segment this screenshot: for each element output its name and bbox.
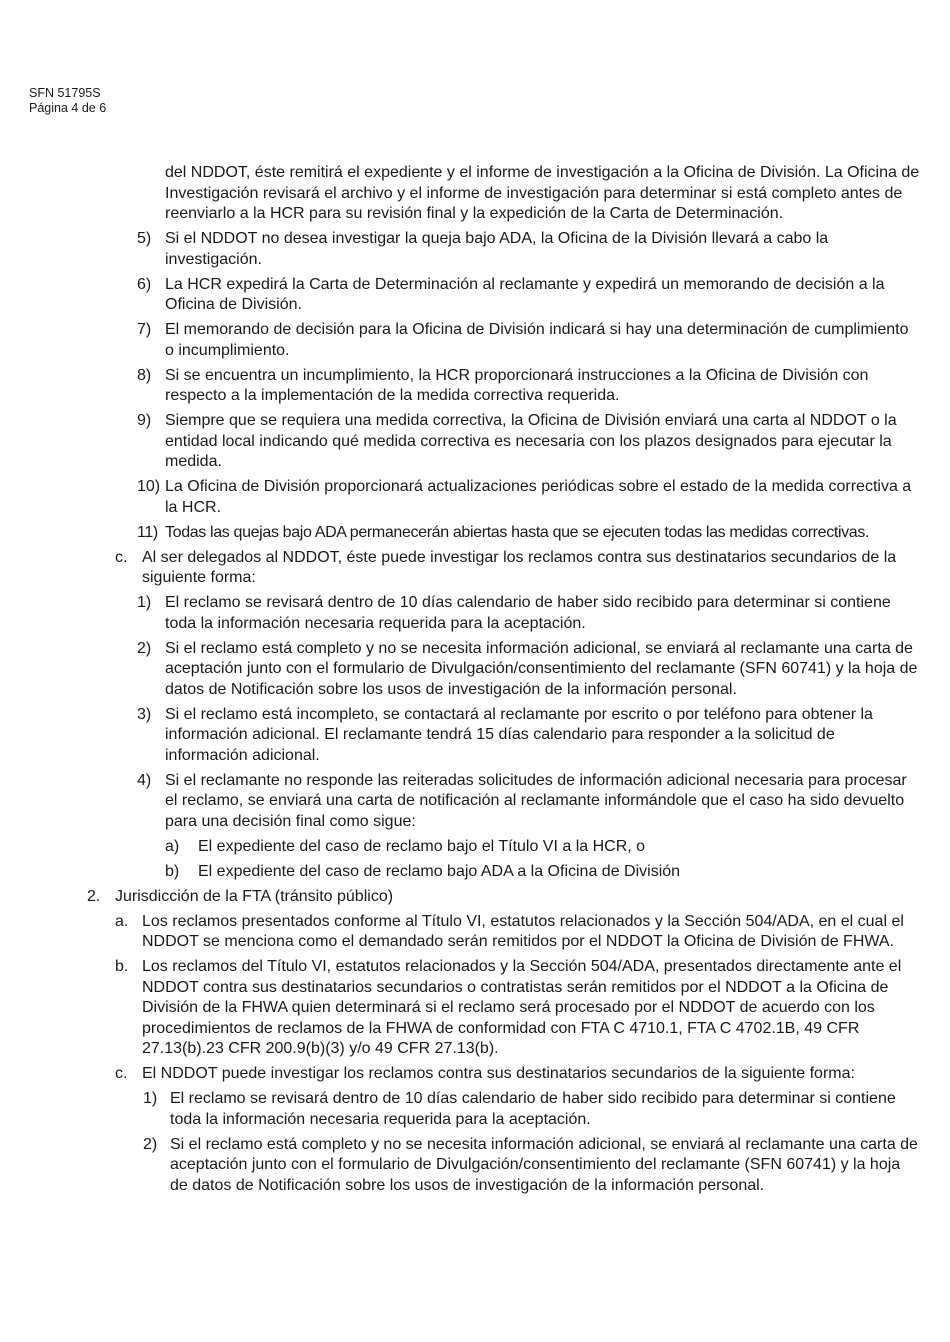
list-item: 3) Si el reclamo está incompleto, se contactará al reclamante por escrito o por teléfono para obtener la información adicional. El reclamante tendrá 15 días calendario para responder a la solicitud de información adicional. [137, 705, 873, 764]
list-item: 9) Siempre que se requiera una medida correctiva, la Oficina de División enviará una carta al NDDOT o la entidad local indicando qué medida correctiva es necesaria con los plazos designados para ejecutar la medida. [137, 412, 897, 470]
section-2-heading: 2. Jurisdicción de la FTA (tránsito público) [87, 887, 394, 905]
section-1c: c. Al ser delegados al NDDOT, éste puede investigar los reclamos contra sus destinatarios secundarios de la siguiente forma: [115, 548, 897, 586]
list-item: 6) La HCR expedirá la Carta de Determinación al reclamante y expedirá un memorando de decisión a la Oficina de División. [137, 275, 885, 313]
list-item: 1) El reclamo se revisará dentro de 10 días calendario de haber sido recibido para determinar si contiene toda la información necesaria requerida para la aceptación. [137, 594, 891, 632]
list-item: 1) El reclamo se revisará dentro de 10 días calendario de haber sido recibido para determinar si contiene toda la información necesaria requerida para la aceptación. [143, 1090, 896, 1128]
list-item: 2) Si el reclamo está completo y no se necesita información adicional, se enviará al reclamante una carta de aceptación junto con el formulario de Divulgación/consentimiento del reclamante (SFN 60741) y la hoja de datos de Notificación sobre los usos de investigación de la información personal. [143, 1135, 918, 1194]
sub-list-item: a) El expediente del caso de reclamo bajo el Título VI a la HCR, o [165, 837, 646, 855]
list-item: 5) Si el NDDOT no desea investigar la queja bajo ADA, la Oficina de la División llevará a cabo la investigación. [137, 230, 829, 268]
sub-list-item: b) El expediente del caso de reclamo bajo ADA a la Oficina de División [165, 862, 681, 880]
list-item: 11) Todas las quejas bajo ADA permanecerán abiertas hasta que se ejecuten todas las medidas correctivas. [137, 523, 870, 541]
document-body [0, 163, 950, 1201]
continued-paragraph: del NDDOT, éste remitirá el expediente y el informe de investigación a la Oficina de División. La Oficina de Investigación revisará el archivo y el informe de investigación para determinar si está completo antes de reenviarlo a la HCR para su revisión final y la expedición de la Carta de Determinación. [165, 164, 920, 222]
list-item: 4) Si el reclamante no responde las reiteradas solicitudes de información adicional necesaria para procesar el reclamo, se enviará una carta de notificación al reclamante informándole que el caso ha sido devuelto para una decisión final como sigue: [137, 771, 907, 830]
page-number: Página 4 de 6 [29, 101, 107, 115]
list-item: 2) Si el reclamo está completo y no se necesita información adicional, se enviará al reclamante una carta de aceptación junto con el formulario de Divulgación/consentimiento del reclamante (SFN 60741) y la hoja de datos de Notificación sobre los usos de investigación de la información personal. [137, 639, 918, 698]
section-2a: a. Los reclamos presentados conforme al Título VI, estatutos relacionados y la Sección 504/ADA, en el cual el NDDOT se menciona como el demandado serán remitidos por el NDDOT la Oficina de División de FHWA. [115, 912, 904, 950]
list-item: 7) El memorando de decisión para la Oficina de División indicará si hay una determinación de cumplimiento o incumplimiento. [137, 321, 909, 359]
form-number: SFN 51795S [29, 86, 101, 100]
page-header [29, 86, 106, 116]
section-2c: c. El NDDOT puede investigar los reclamos contra sus destinatarios secundarios de la siguiente forma: [115, 1065, 855, 1082]
list-item: 10) La Oficina de División proporcionará actualizaciones periódicas sobre el estado de la medida correctiva a la HCR. [137, 478, 912, 516]
section-2b: b. Los reclamos del Título VI, estatutos relacionados y la Sección 504/ADA, presentados directamente ante el NDDOT contra sus destinatarios secundarios o contratistas serán remitidos por el NDDOT a la Oficina de División de la FHWA quien determinará si el reclamo será procesado por el NDDOT de acuerdo con los procedimientos de reclamos de la FHWA de conformidad con FTA C 4710.1, FTA C 4702.1B, 49 CFR 27.13(b).23 CFR 200.9(b)(3) y/o 49 CFR 27.13(b). [115, 958, 902, 1057]
list-item: 8) Si se encuentra un incumplimiento, la HCR proporcionará instrucciones a la Oficina de División con respecto a la implementación de la medida correctiva requerida. [137, 366, 869, 404]
